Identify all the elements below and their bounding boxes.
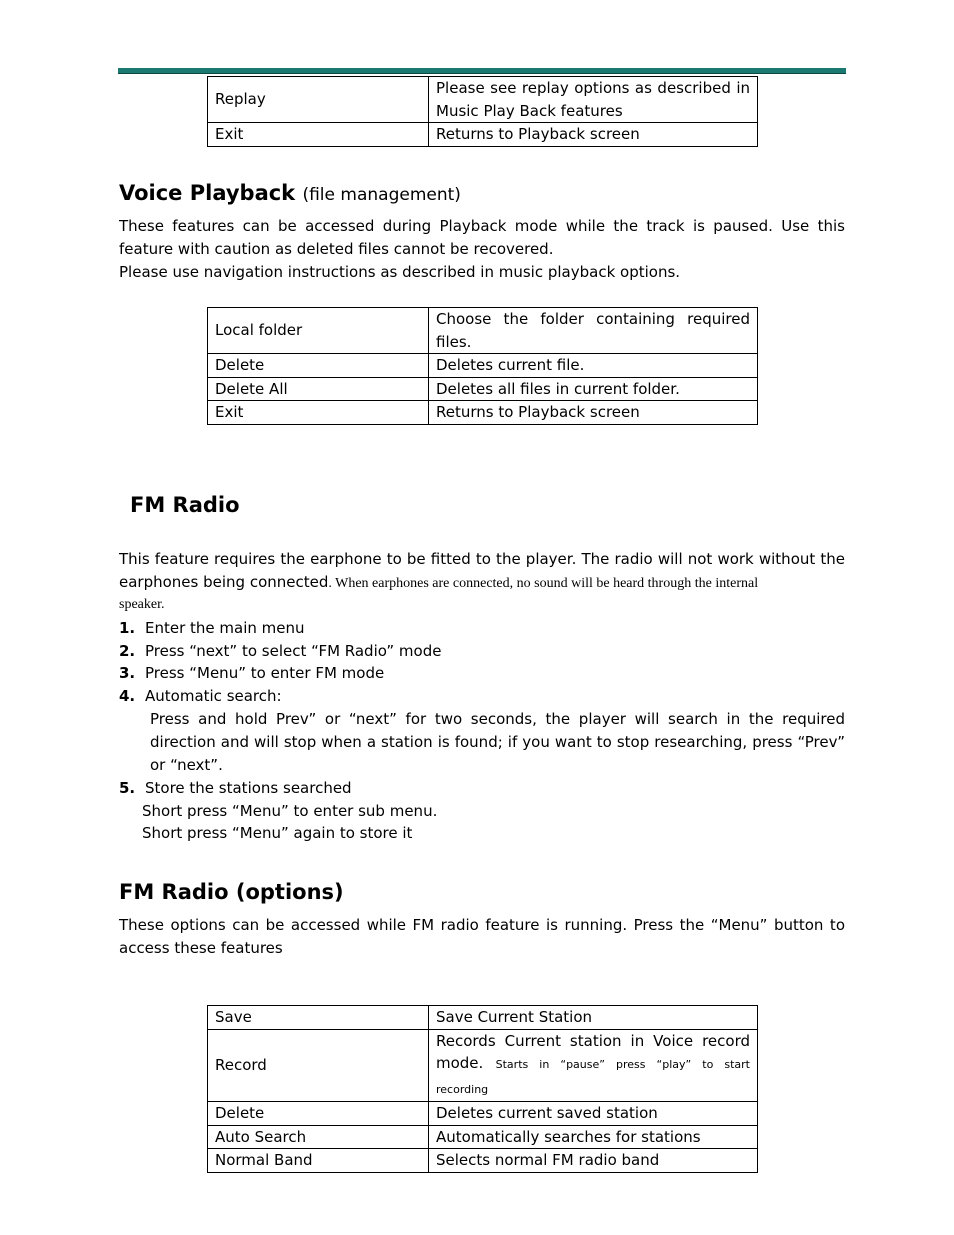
option-cell: Delete (208, 1102, 429, 1126)
table-row (208, 77, 758, 123)
description-cell: Please see replay options as described in Music Play Back features (429, 77, 758, 123)
option-cell: Exit (208, 401, 429, 425)
description-text: Records Current station in Voice record mode. (436, 1031, 750, 1072)
table-row (208, 123, 758, 147)
table-row (208, 1006, 758, 1030)
option-cell: Normal Band (208, 1149, 429, 1173)
step-text: Enter the main menu (145, 619, 305, 637)
table-row (208, 401, 758, 425)
fm-radio-intro (119, 548, 845, 595)
list-item (119, 640, 441, 663)
list-item (119, 662, 384, 685)
description-cell: Returns to Playback screen (429, 123, 758, 147)
list-item (119, 777, 352, 800)
table-row (208, 308, 758, 354)
voice-playback-subtitle: (file management) (302, 185, 461, 205)
step-4-detail: Press and hold Prev” or “next” for two seconds, the player will search in the required direction and will stop when a station is found; if you want to stop researching, press “Prev” or “next”. (150, 710, 845, 774)
description-cell: Deletes current file. (429, 354, 758, 378)
voice-playback-heading (119, 180, 461, 208)
description-cell (429, 1029, 758, 1102)
step-number: 5. (119, 779, 136, 797)
fm-radio-options-heading: FM Radio (options) (119, 880, 344, 904)
voice-playback-paragraph-2: Please use navigation instructions as described in music playback options. (119, 263, 681, 281)
step-text: Store the stations searched (145, 779, 352, 797)
step-5-line-1: Short press “Menu” to enter sub menu. (142, 802, 438, 820)
table-row (208, 1149, 758, 1173)
step-5-line-2: Short press “Menu” again to store it (142, 824, 413, 842)
option-cell: Exit (208, 123, 429, 147)
table-row (208, 1029, 758, 1102)
step-text: Press “next” to select “FM Radio” mode (145, 642, 442, 660)
option-cell: Replay (208, 77, 429, 123)
option-cell: Delete All (208, 377, 429, 401)
option-cell: Auto Search (208, 1125, 429, 1149)
option-cell: Record (208, 1029, 429, 1102)
list-item (119, 617, 305, 640)
table-row (208, 1125, 758, 1149)
table-row (208, 377, 758, 401)
fm-radio-intro-serif-2: speaker. (119, 597, 165, 612)
fm-radio-options-paragraph: These options can be accessed while FM radio feature is running. Press the “Menu” button to access these features (119, 916, 845, 957)
step-number: 2. (119, 642, 136, 660)
description-cell: Returns to Playback screen (429, 401, 758, 425)
description-cell: Automatically searches for stations (429, 1125, 758, 1149)
voice-playback-paragraph-1: These features can be accessed during Playback mode while the track is paused. Use this feature with caution as deleted files cannot be recovered. (119, 217, 845, 258)
header-rule (118, 68, 846, 74)
replay-options-table (207, 76, 758, 147)
fm-radio-heading: FM Radio (130, 493, 240, 517)
voice-playback-title: Voice Playback (119, 181, 296, 205)
fm-radio-intro-serif: . When earphones are connected, no sound will be heard through the internal (328, 576, 759, 591)
step-text: Press “Menu” to enter FM mode (145, 664, 385, 682)
description-cell: Deletes current saved station (429, 1102, 758, 1126)
fm-radio-intro-text: This feature requires the earphone to be fitted to the player. The radio will not work without the earphones being connected (119, 550, 845, 591)
table-row (208, 354, 758, 378)
description-cell: Save Current Station (429, 1006, 758, 1030)
voice-playback-options-table (207, 307, 758, 425)
description-note: Starts in “pause” press “play” to start recording (436, 1058, 750, 1096)
option-cell: Delete (208, 354, 429, 378)
table-row (208, 1102, 758, 1126)
option-cell: Local folder (208, 308, 429, 354)
step-text: Automatic search: (145, 687, 282, 705)
option-cell: Save (208, 1006, 429, 1030)
description-cell: Choose the folder containing required files. (429, 308, 758, 354)
step-number: 4. (119, 687, 136, 705)
fm-radio-options-table (207, 1005, 758, 1173)
step-number: 3. (119, 664, 136, 682)
description-cell: Deletes all files in current folder. (429, 377, 758, 401)
step-number: 1. (119, 619, 136, 637)
description-cell: Selects normal FM radio band (429, 1149, 758, 1173)
list-item (119, 685, 282, 708)
